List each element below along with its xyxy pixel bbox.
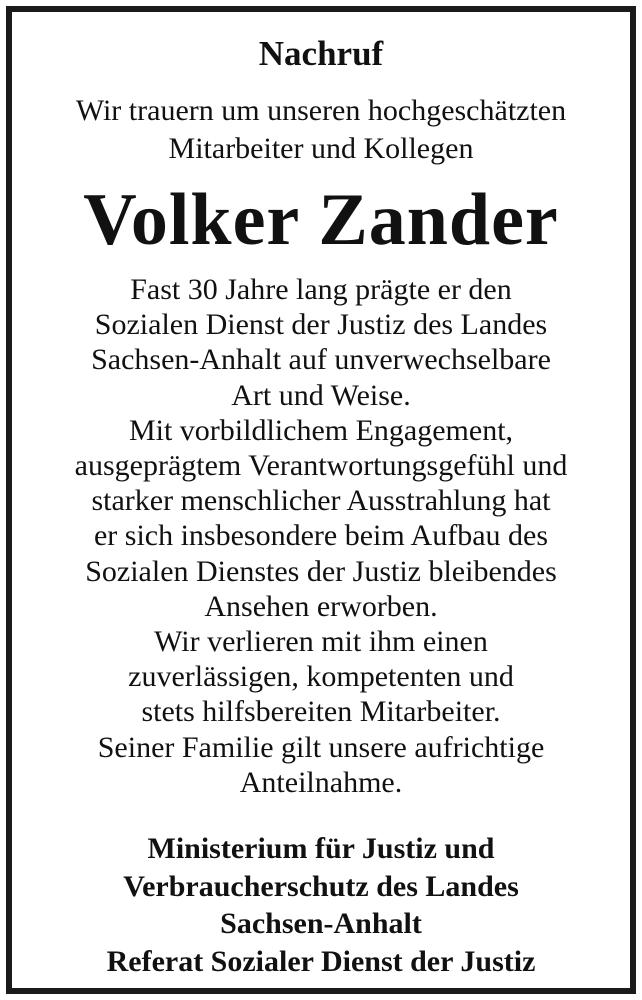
tribute-line: stets hilfsbereiten Mitarbeiter. [141,695,501,729]
tribute-line: Art und Weise. [231,378,411,412]
tribute-line: Seiner Familie gilt unsere aufrichtige [97,730,545,764]
tribute-line: Ansehen erworben. [204,589,438,623]
tribute-line: Sozialen Dienstes der Justiz bleibendes [85,554,557,588]
notice-content [12,12,630,988]
tribute-line: Fast 30 Jahre lang prägte er den [130,273,512,306]
tribute-line: ausgeprägtem Verantwortungsgefühl und [74,449,568,483]
notice-title: Nachruf [258,34,384,73]
tribute-line: er sich insbesondere beim Aufbau des [93,519,549,553]
tribute-text [12,272,630,800]
tribute-line: starker menschlicher Ausstrahlung hat [91,484,551,518]
signature-line: Verbraucherschutz des Landes [123,869,519,903]
tribute-line: zuverlässigen, kompetenten und [128,660,514,694]
signature-line: Ministerium für Justiz und [147,832,495,865]
tribute-line: Wir verlieren mit ihm einen [154,625,488,659]
intro-text [12,92,630,168]
signature-line: Sachsen-Anhalt [220,907,422,940]
signature-line: Referat Sozialer Dienst der Justiz [106,944,536,978]
tribute-line: Sozialen Dienst der Justiz des Landes [94,308,548,342]
intro-line: Mitarbeiter und Kollegen [168,132,474,165]
deceased-name: Volker Zander [83,179,559,261]
intro-line: Wir trauern um unseren hochgeschätzten [75,94,567,127]
tribute-line: Mit vorbildlichem Engagement, [128,413,514,447]
notice-frame [6,6,636,994]
signature-block [12,830,630,980]
tribute-line: Sachsen-Anhalt auf unverwechselbare [91,343,551,377]
tribute-line: Anteilnahme. [239,765,403,799]
